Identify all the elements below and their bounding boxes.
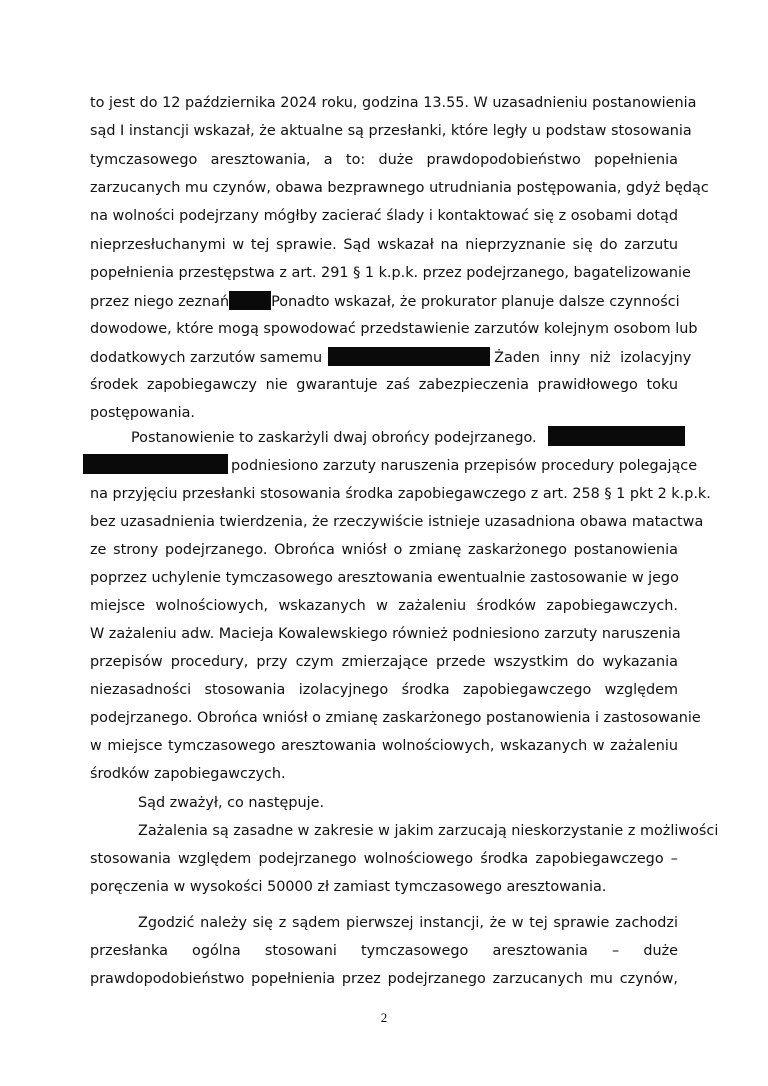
text-line: środków zapobiegawczych. (90, 766, 286, 782)
text-line: prawdopodobieństwo popełnienia przez podejrzanego zarzucanych mu czynów, (90, 971, 678, 987)
text-segment: Ponadto wskazał, że prokurator planuje dalsze czynności (271, 294, 680, 310)
text-segment: dodatkowych zarzutów samemu (90, 350, 323, 366)
text-line: sąd I instancji wskazał, że aktualne są przesłanki, które legły u podstaw stosowania (90, 123, 692, 139)
redaction-box (229, 291, 271, 310)
page-number: 2 (380, 1010, 388, 1025)
text-line: poprzez uchylenie tymczasowego aresztowania ewentualnie zastosowanie w jego (90, 570, 679, 586)
redaction-box (548, 426, 685, 446)
text-line: Sąd zważył, co następuje. (138, 795, 325, 811)
text-line: Zażalenia są zasadne w zakresie w jakim zarzucają nieskorzystanie z możliwości (138, 823, 719, 839)
text-line: nieprzesłuchanymi w tej sprawie. Sąd wskazał na nieprzyznanie się do zarzutu (90, 237, 678, 253)
text-line: zarzucanych mu czynów, obawa bezprawnego utrudniania postępowania, gdyż będąc (90, 180, 709, 196)
text-segment: Żaden inny niż izolacyjny (494, 350, 692, 366)
redaction-box (328, 347, 490, 366)
text-line: Zgodzić należy się z sądem pierwszej instancji, że w tej sprawie zachodzi (138, 915, 678, 931)
text-line: miejsce wolnościowych, wskazanych w zażaleniu środków zapobiegawczych. (90, 598, 678, 614)
text-line: podniesiono zarzuty naruszenia przepisów procedury polegające (231, 458, 698, 474)
text-line: tymczasowego aresztowania, a to: duże prawdopodobieństwo popełnienia (90, 152, 678, 168)
text-line: poręczenia w wysokości 50000 zł zamiast tymczasowego aresztowania. (90, 879, 607, 895)
text-line: w miejsce tymczasowego aresztowania wolnościowych, wskazanych w zażaleniu (90, 738, 678, 754)
text-line: na przyjęciu przesłanki stosowania środka zapobiegawczego z art. 258 § 1 pkt 2 k.p.k. (90, 486, 711, 502)
text-line (90, 347, 692, 368)
text-line: stosowania względem podejrzanego wolnościowego środka zapobiegawczego – (90, 851, 678, 867)
text-segment: przez niego zeznań (90, 294, 230, 310)
text-line: W zażaleniu adw. Macieja Kowalewskiego również podniesiono zarzuty naruszenia (90, 626, 681, 642)
text-line: to jest do 12 października 2024 roku, godzina 13.55. W uzasadnieniu postanowienia (90, 95, 697, 111)
text-line: niezasadności stosowania izolacyjnego środka zapobiegawczego względem (90, 682, 678, 698)
text-line: dowodowe, które mogą spowodować przedstawienie zarzutów kolejnym osobom lub (90, 321, 698, 337)
text-line: środek zapobiegawczy nie gwarantuje zaś zabezpieczenia prawidłowego toku (90, 377, 678, 393)
text-line: ze strony podejrzanego. Obrońca wniósł o zmianę zaskarżonego postanowienia (90, 542, 678, 558)
text-segment: Postanowienie to zaskarżyli dwaj obrońcy podejrzanego. (131, 430, 537, 446)
text-line: podejrzanego. Obrońca wniósł o zmianę zaskarżonego postanowienia i zastosowanie (90, 710, 701, 726)
text-line: na wolności podejrzany mógłby zacierać ślady i kontaktować się z osobami dotąd (90, 208, 678, 224)
text-line: przepisów procedury, przy czym zmierzające przede wszystkim do wykazania (90, 654, 678, 670)
text-line: bez uzasadnienia twierdzenia, że rzeczywiście istnieje uzasadniona obawa matactwa (90, 514, 704, 530)
text-line: postępowania. (90, 405, 195, 421)
text-line: popełnienia przestępstwa z art. 291 § 1 k.p.k. przez podejrzanego, bagatelizowanie (90, 265, 691, 281)
text-line (90, 291, 678, 312)
text-line: przesłanka ogólna stosowani tymczasowego aresztowania – duże (90, 943, 678, 959)
redaction-box (83, 454, 228, 474)
